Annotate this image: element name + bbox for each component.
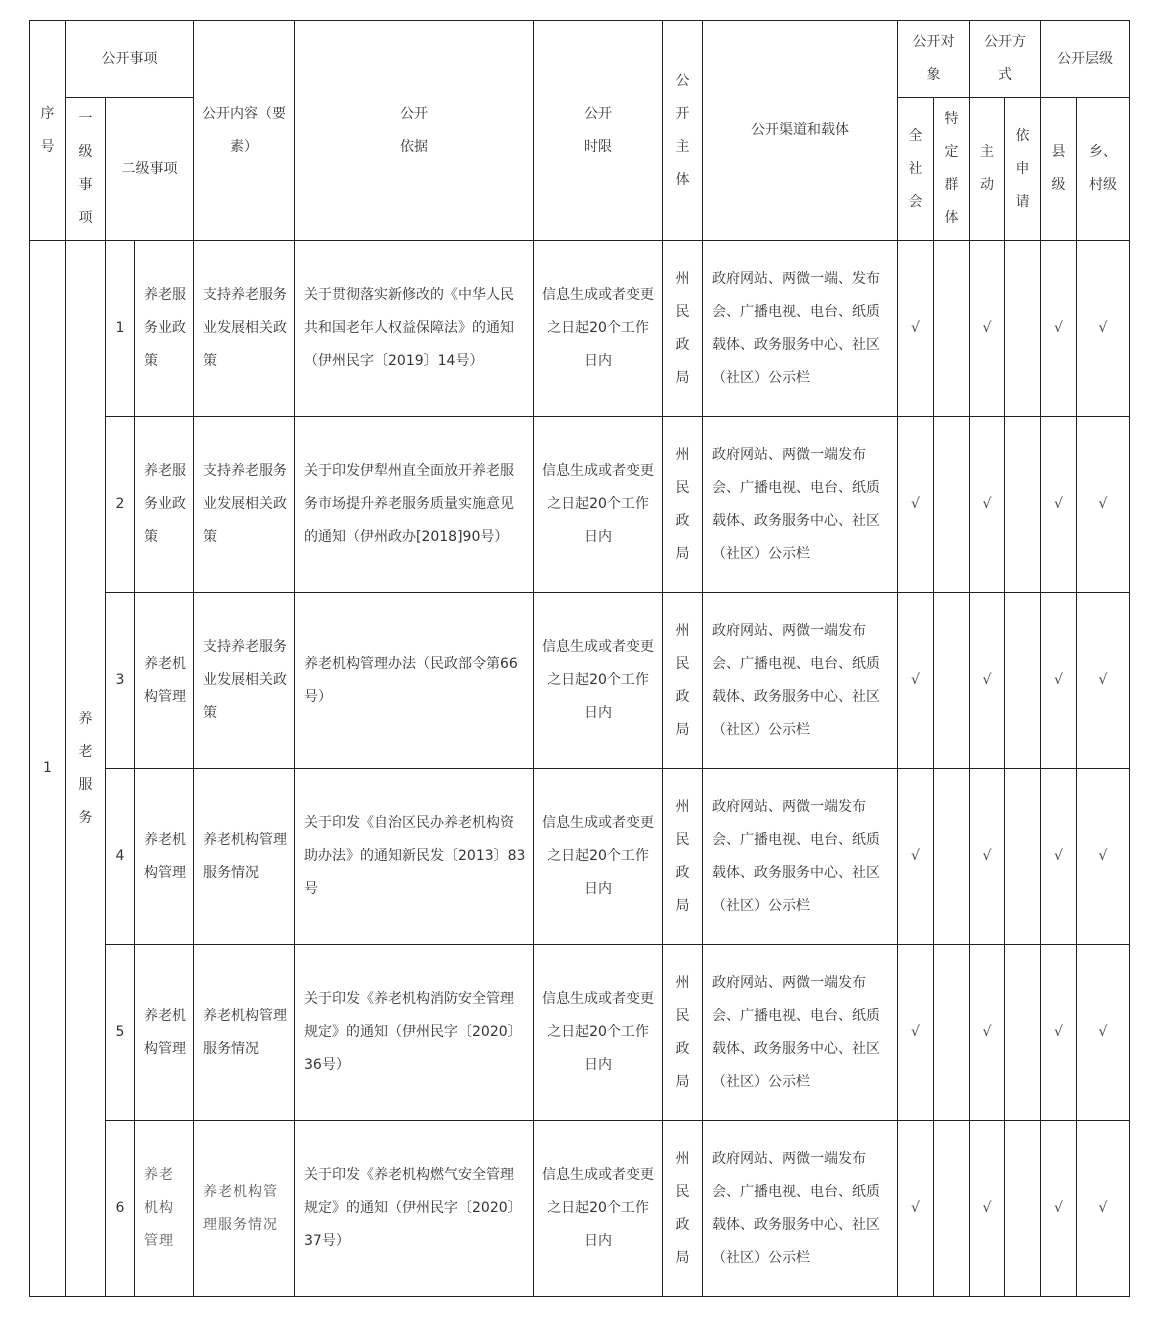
row-num: 6 [106, 1121, 135, 1297]
check-specific [934, 945, 970, 1121]
row-content: 养老机构管理服务情况 [194, 769, 295, 945]
header-content: 公开内容（要素） [194, 21, 295, 241]
row-subject: 州民政局 [663, 241, 703, 417]
disclosure-table [29, 20, 1130, 1297]
row-subject: 州民政局 [663, 769, 703, 945]
check-township: √ [1077, 945, 1130, 1121]
check-county: √ [1041, 769, 1077, 945]
header-target-group: 公开对象 [898, 21, 970, 98]
row-level2: 养老机构管理 [135, 593, 194, 769]
check-specific [934, 241, 970, 417]
check-apply [1005, 945, 1041, 1121]
check-county: √ [1041, 1121, 1077, 1297]
row-num: 5 [106, 945, 135, 1121]
header-items-group: 公开事项 [66, 21, 194, 98]
header-level-group: 公开层级 [1041, 21, 1130, 98]
row-subject: 州民政局 [663, 945, 703, 1121]
row-content: 养老机构管理服务情况 [194, 1121, 295, 1297]
header-channel: 公开渠道和载体 [703, 21, 898, 241]
check-township: √ [1077, 241, 1130, 417]
header-level2: 二级事项 [106, 98, 194, 241]
check-apply [1005, 241, 1041, 417]
row-time-limit: 信息生成或者变更之日起20个工作日内 [534, 417, 663, 593]
row-time-limit: 信息生成或者变更之日起20个工作日内 [534, 1121, 663, 1297]
header-basis: 公开依据 [295, 21, 534, 241]
check-all: √ [898, 769, 934, 945]
check-township: √ [1077, 593, 1130, 769]
check-specific [934, 593, 970, 769]
check-active: √ [970, 1121, 1005, 1297]
check-apply [1005, 769, 1041, 945]
row-channel: 政府网站、两微一端发布会、广播电视、电台、纸质载体、政务服务中心、社区（社区）公示栏 [703, 945, 898, 1121]
row-channel: 政府网站、两微一端发布会、广播电视、电台、纸质载体、政务服务中心、社区（社区）公示栏 [703, 593, 898, 769]
check-township: √ [1077, 417, 1130, 593]
row-num: 2 [106, 417, 135, 593]
row-time-limit: 信息生成或者变更之日起20个工作日内 [534, 241, 663, 417]
check-county: √ [1041, 593, 1077, 769]
row-content: 支持养老服务业发展相关政策 [194, 417, 295, 593]
check-all: √ [898, 593, 934, 769]
check-township: √ [1077, 1121, 1130, 1297]
header-seq: 序号 [30, 21, 66, 241]
check-county: √ [1041, 417, 1077, 593]
check-all: √ [898, 241, 934, 417]
row-content: 支持养老服务业发展相关政策 [194, 593, 295, 769]
row-num: 3 [106, 593, 135, 769]
row-basis: 关于印发《养老机构消防安全管理规定》的通知（伊州民字〔2020〕36号） [295, 945, 534, 1121]
row-level2: 养老机构管理 [135, 1121, 194, 1297]
row-subject: 州民政局 [663, 1121, 703, 1297]
header-method-group: 公开方式 [970, 21, 1041, 98]
check-active: √ [970, 417, 1005, 593]
row-time-limit: 信息生成或者变更之日起20个工作日内 [534, 769, 663, 945]
check-all: √ [898, 1121, 934, 1297]
row-basis: 关于印发伊犁州直全面放开养老服务市场提升养老服务质量实施意见的通知（伊州政办[2018]90号） [295, 417, 534, 593]
header-target-all: 全社会 [898, 98, 934, 241]
row-time-limit: 信息生成或者变更之日起20个工作日内 [534, 593, 663, 769]
check-active: √ [970, 769, 1005, 945]
row-content: 支持养老服务业发展相关政策 [194, 241, 295, 417]
check-county: √ [1041, 945, 1077, 1121]
header-level1: 一级事项 [66, 98, 106, 241]
row-basis: 关于印发《自治区民办养老机构资助办法》的通知新民发〔2013〕83号 [295, 769, 534, 945]
row-level2: 养老服务业政策 [135, 241, 194, 417]
check-specific [934, 769, 970, 945]
row-time-limit: 信息生成或者变更之日起20个工作日内 [534, 945, 663, 1121]
row-basis: 关于贯彻落实新修改的《中华人民共和国老年人权益保障法》的通知（伊州民字〔2019〕14号） [295, 241, 534, 417]
row-num: 1 [106, 241, 135, 417]
row-subject: 州民政局 [663, 417, 703, 593]
check-specific [934, 417, 970, 593]
row-channel: 政府网站、两微一端发布会、广播电视、电台、纸质载体、政务服务中心、社区（社区）公示栏 [703, 417, 898, 593]
row-level2: 养老服务业政策 [135, 417, 194, 593]
row-basis: 关于印发《养老机构燃气安全管理规定》的通知（伊州民字〔2020〕37号） [295, 1121, 534, 1297]
row-channel: 政府网站、两微一端、发布会、广播电视、电台、纸质载体、政务服务中心、社区（社区）公示栏 [703, 241, 898, 417]
header-level-township: 乡、村级 [1077, 98, 1130, 241]
check-apply [1005, 1121, 1041, 1297]
row-subject: 州民政局 [663, 593, 703, 769]
header-subject: 公开主体 [663, 21, 703, 241]
check-apply [1005, 417, 1041, 593]
header-target-specific: 特定群体 [934, 98, 970, 241]
row-content: 养老机构管理服务情况 [194, 945, 295, 1121]
group-seq: 1 [30, 241, 66, 1297]
check-apply [1005, 593, 1041, 769]
check-all: √ [898, 945, 934, 1121]
header-method-active: 主动 [970, 98, 1005, 241]
group-level1: 养老服务 [66, 241, 106, 1297]
row-num: 4 [106, 769, 135, 945]
row-channel: 政府网站、两微一端发布会、广播电视、电台、纸质载体、政务服务中心、社区（社区）公示栏 [703, 1121, 898, 1297]
row-level2: 养老机构管理 [135, 945, 194, 1121]
check-active: √ [970, 593, 1005, 769]
row-channel: 政府网站、两微一端发布会、广播电视、电台、纸质载体、政务服务中心、社区（社区）公示栏 [703, 769, 898, 945]
check-county: √ [1041, 241, 1077, 417]
check-active: √ [970, 945, 1005, 1121]
row-basis: 养老机构管理办法（民政部令第66号） [295, 593, 534, 769]
row-level2: 养老机构管理 [135, 769, 194, 945]
check-township: √ [1077, 769, 1130, 945]
check-all: √ [898, 417, 934, 593]
check-active: √ [970, 241, 1005, 417]
header-level-county: 县级 [1041, 98, 1077, 241]
header-method-apply: 依申请 [1005, 98, 1041, 241]
check-specific [934, 1121, 970, 1297]
header-time-limit: 公开时限 [534, 21, 663, 241]
